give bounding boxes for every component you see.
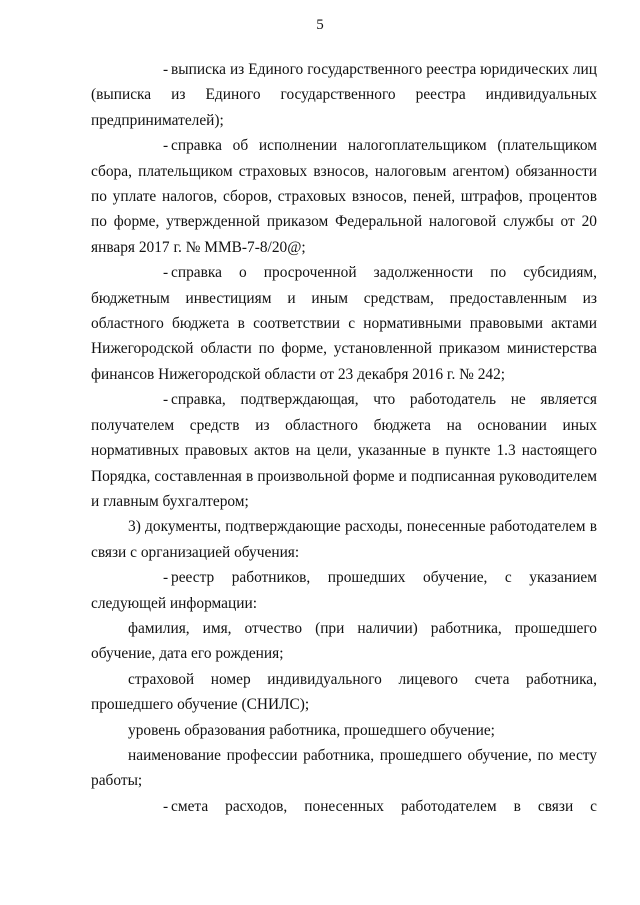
list-item <box>91 133 597 260</box>
paragraph-text: наименование профессии работника, прошедшего обучение, по месту работы; <box>91 746 597 790</box>
page-number: 5 <box>316 17 324 33</box>
paragraph-text: 3) документы, подтверждающие расходы, понесенные работодателем в связи с организацией обучения: <box>91 518 597 561</box>
paragraph <box>91 718 597 743</box>
list-item <box>91 387 597 514</box>
paragraph-text: справка, подтверждающая, что работодатель не является получателем средств из областного бюджета на основании иных нормативных правовых актов на цели, указанные в пункте 1.3 настоящего Порядка, составленная в произвольной форме и подписанная руководителем и главным бухгалтером; <box>91 391 597 510</box>
dash-bullet: - <box>163 264 169 282</box>
dash-bullet: - <box>163 391 169 409</box>
paragraph-text: реестр работников, прошедших обучение, с указанием следующей информации: <box>91 569 597 612</box>
paragraph-text: выписка из Единого государственного реестра юридических лиц (выписка из Единого государственного реестра индивидуальных предпринимателей); <box>91 61 597 129</box>
dash-bullet: - <box>163 61 169 78</box>
list-item <box>91 57 597 133</box>
dash-bullet: - <box>163 137 169 155</box>
paragraph <box>91 616 597 667</box>
dash-bullet: - <box>163 797 169 815</box>
paragraph <box>91 514 597 565</box>
paragraph <box>91 667 597 718</box>
paragraph-text: страховой номер индивидуального лицевого счета работника, прошедшего обучение (СНИЛС); <box>91 670 597 714</box>
document-body <box>91 57 597 819</box>
list-item <box>91 260 597 387</box>
dash-bullet: - <box>163 569 169 587</box>
list-item <box>91 794 597 819</box>
paragraph <box>91 743 597 794</box>
paragraph-text: фамилия, имя, отчество (при наличии) работника, прошедшего обучение, дата его рождения; <box>91 619 597 663</box>
paragraph-text: справка о просроченной задолженности по субсидиям, бюджетным инвестициям и иным средствам, предоставленным из областного бюджета в соответствии с нормативными правовыми актами Нижегородской области по форме, установленной приказом министерства финансов Нижегородской области от 23 декабря 2016 г. № 242; <box>91 264 597 383</box>
list-item <box>91 565 597 616</box>
paragraph-text: справка об исполнении налогоплательщиком (плательщиком сбора, плательщиком страховых взносов, налоговым агентом) обязанности по уплате налогов, сборов, страховых взносов, пеней, штрафов, процентов по форме, утвержденной приказом Федеральной налоговой службы от 20 января 2017 г. № ММВ-7-8/20@; <box>91 137 597 256</box>
paragraph-text: смета расходов, понесенных работодателем в связи с <box>171 797 597 815</box>
paragraph-text: уровень образования работника, прошедшего обучение; <box>128 721 495 739</box>
